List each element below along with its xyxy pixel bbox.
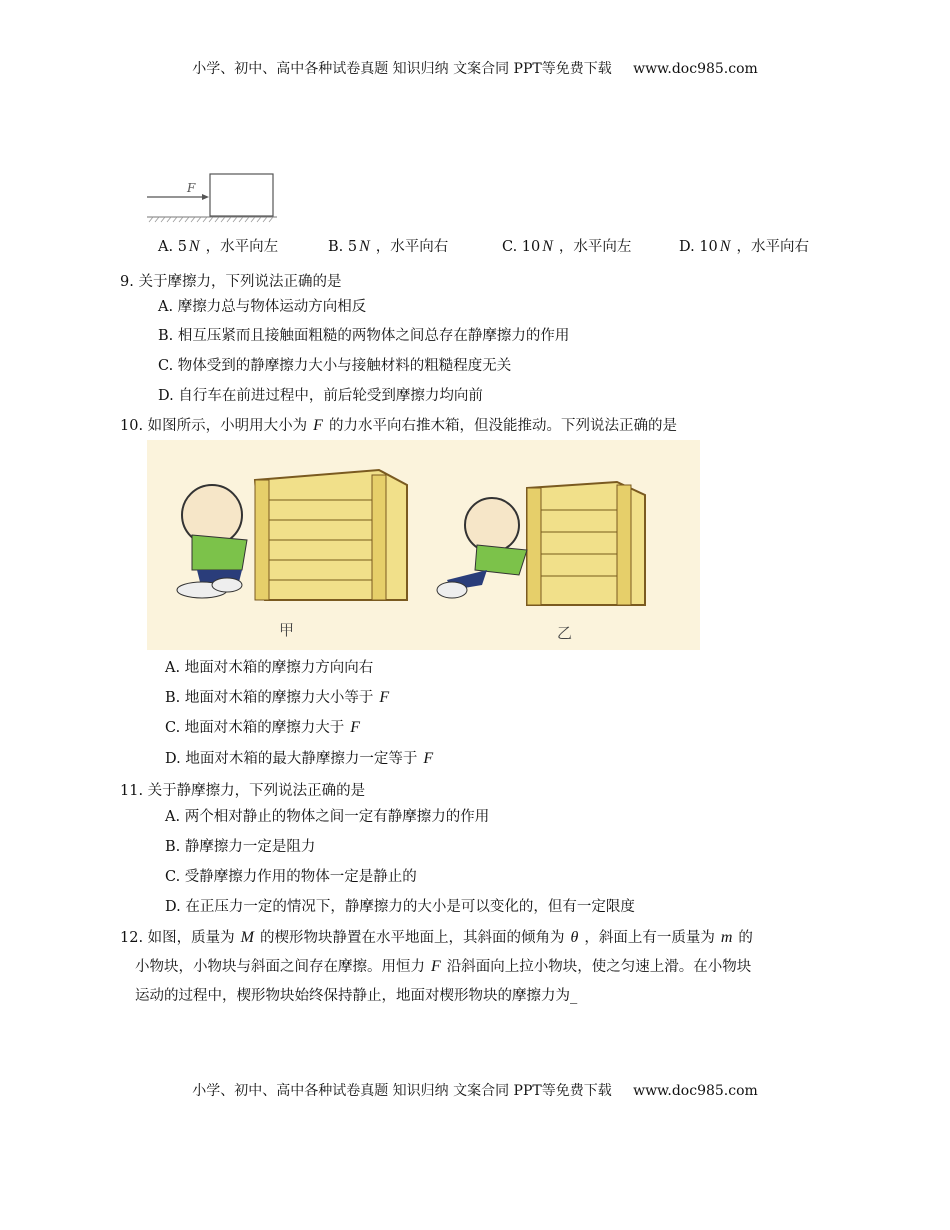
q12-line2: 小物块，小物块与斜面之间存在摩擦。用恒力 F 沿斜面向上拉小物块，使之匀速上滑。在小物块 <box>135 958 752 975</box>
footer-text: 小学、初中、高中各种试卷真题 知识归纳 文案合同 PPT等免费下载 <box>192 1083 612 1099</box>
header-text: 小学、初中、高中各种试卷真题 知识归纳 文案合同 PPT等免费下载 <box>192 61 612 77</box>
q11-option-c: C. 受静摩擦力作用的物体一定是静止的 <box>165 869 417 885</box>
q12-line1: 12. 如图，质量为 M 的楔形物块静置在水平地面上，其斜面的倾角为 θ ，斜面上有一质量为 m 的 <box>120 929 753 946</box>
q10-option-a: A. 地面对木箱的摩擦力方向向右 <box>165 660 374 676</box>
footer-url: www.doc985.com <box>633 1083 758 1099</box>
q8-option-b: B. 5 N ，水平向右 <box>328 238 449 255</box>
q9-option-b: B. 相互压紧而且接触面粗糙的两物体之间总存在静摩擦力的作用 <box>158 328 570 344</box>
force-label: F <box>187 181 196 195</box>
q9-stem: 9. 关于摩擦力，下列说法正确的是 <box>120 274 342 290</box>
q10-option-d: D. 地面对木箱的最大静摩擦力一定等于 F <box>165 750 434 767</box>
label-jia: 甲 <box>279 621 295 639</box>
header-url: www.doc985.com <box>633 61 758 77</box>
q10-stem: 10. 如图所示，小明用大小为 F 的力水平向右推木箱，但没能推动。下列说法正确的是 <box>120 417 677 434</box>
q11-stem: 11. 关于静摩擦力，下列说法正确的是 <box>120 783 366 799</box>
page-header <box>0 58 950 78</box>
q11-option-d: D. 在正压力一定的情况下，静摩擦力的大小是可以变化的，但有一定限度 <box>165 899 635 915</box>
q11-option-b: B. 静摩擦力一定是阻力 <box>165 839 316 855</box>
q9-option-c: C. 物体受到的静摩擦力大小与接触材料的粗糙程度无关 <box>158 358 512 374</box>
q9-option-a: A. 摩擦力总与物体运动方向相反 <box>158 299 367 315</box>
page-footer <box>0 1080 950 1100</box>
q8-option-d: D. 10 N ，水平向右 <box>679 238 809 255</box>
q10-option-b: B. 地面对木箱的摩擦力大小等于 F <box>165 689 390 706</box>
box-yi <box>527 482 645 605</box>
block-force-figure <box>145 170 280 225</box>
q8-option-c: C. 10 N ，水平向左 <box>502 238 632 255</box>
pushing-box-illustration <box>147 440 700 650</box>
q10-option-c: C. 地面对木箱的摩擦力大于 F <box>165 719 361 736</box>
box-jia <box>255 470 407 600</box>
q9-option-d: D. 自行车在前进过程中，前后轮受到摩擦力均向前 <box>158 388 483 404</box>
q11-option-a: A. 两个相对静止的物体之间一定有静摩擦力的作用 <box>165 809 490 825</box>
q8-option-a: A. 5 N ，水平向左 <box>158 238 279 255</box>
q12-line3: 运动的过程中，楔形物块始终保持静止，地面对楔形物块的摩擦力为_ <box>135 988 578 1004</box>
label-yi: 乙 <box>557 624 573 642</box>
